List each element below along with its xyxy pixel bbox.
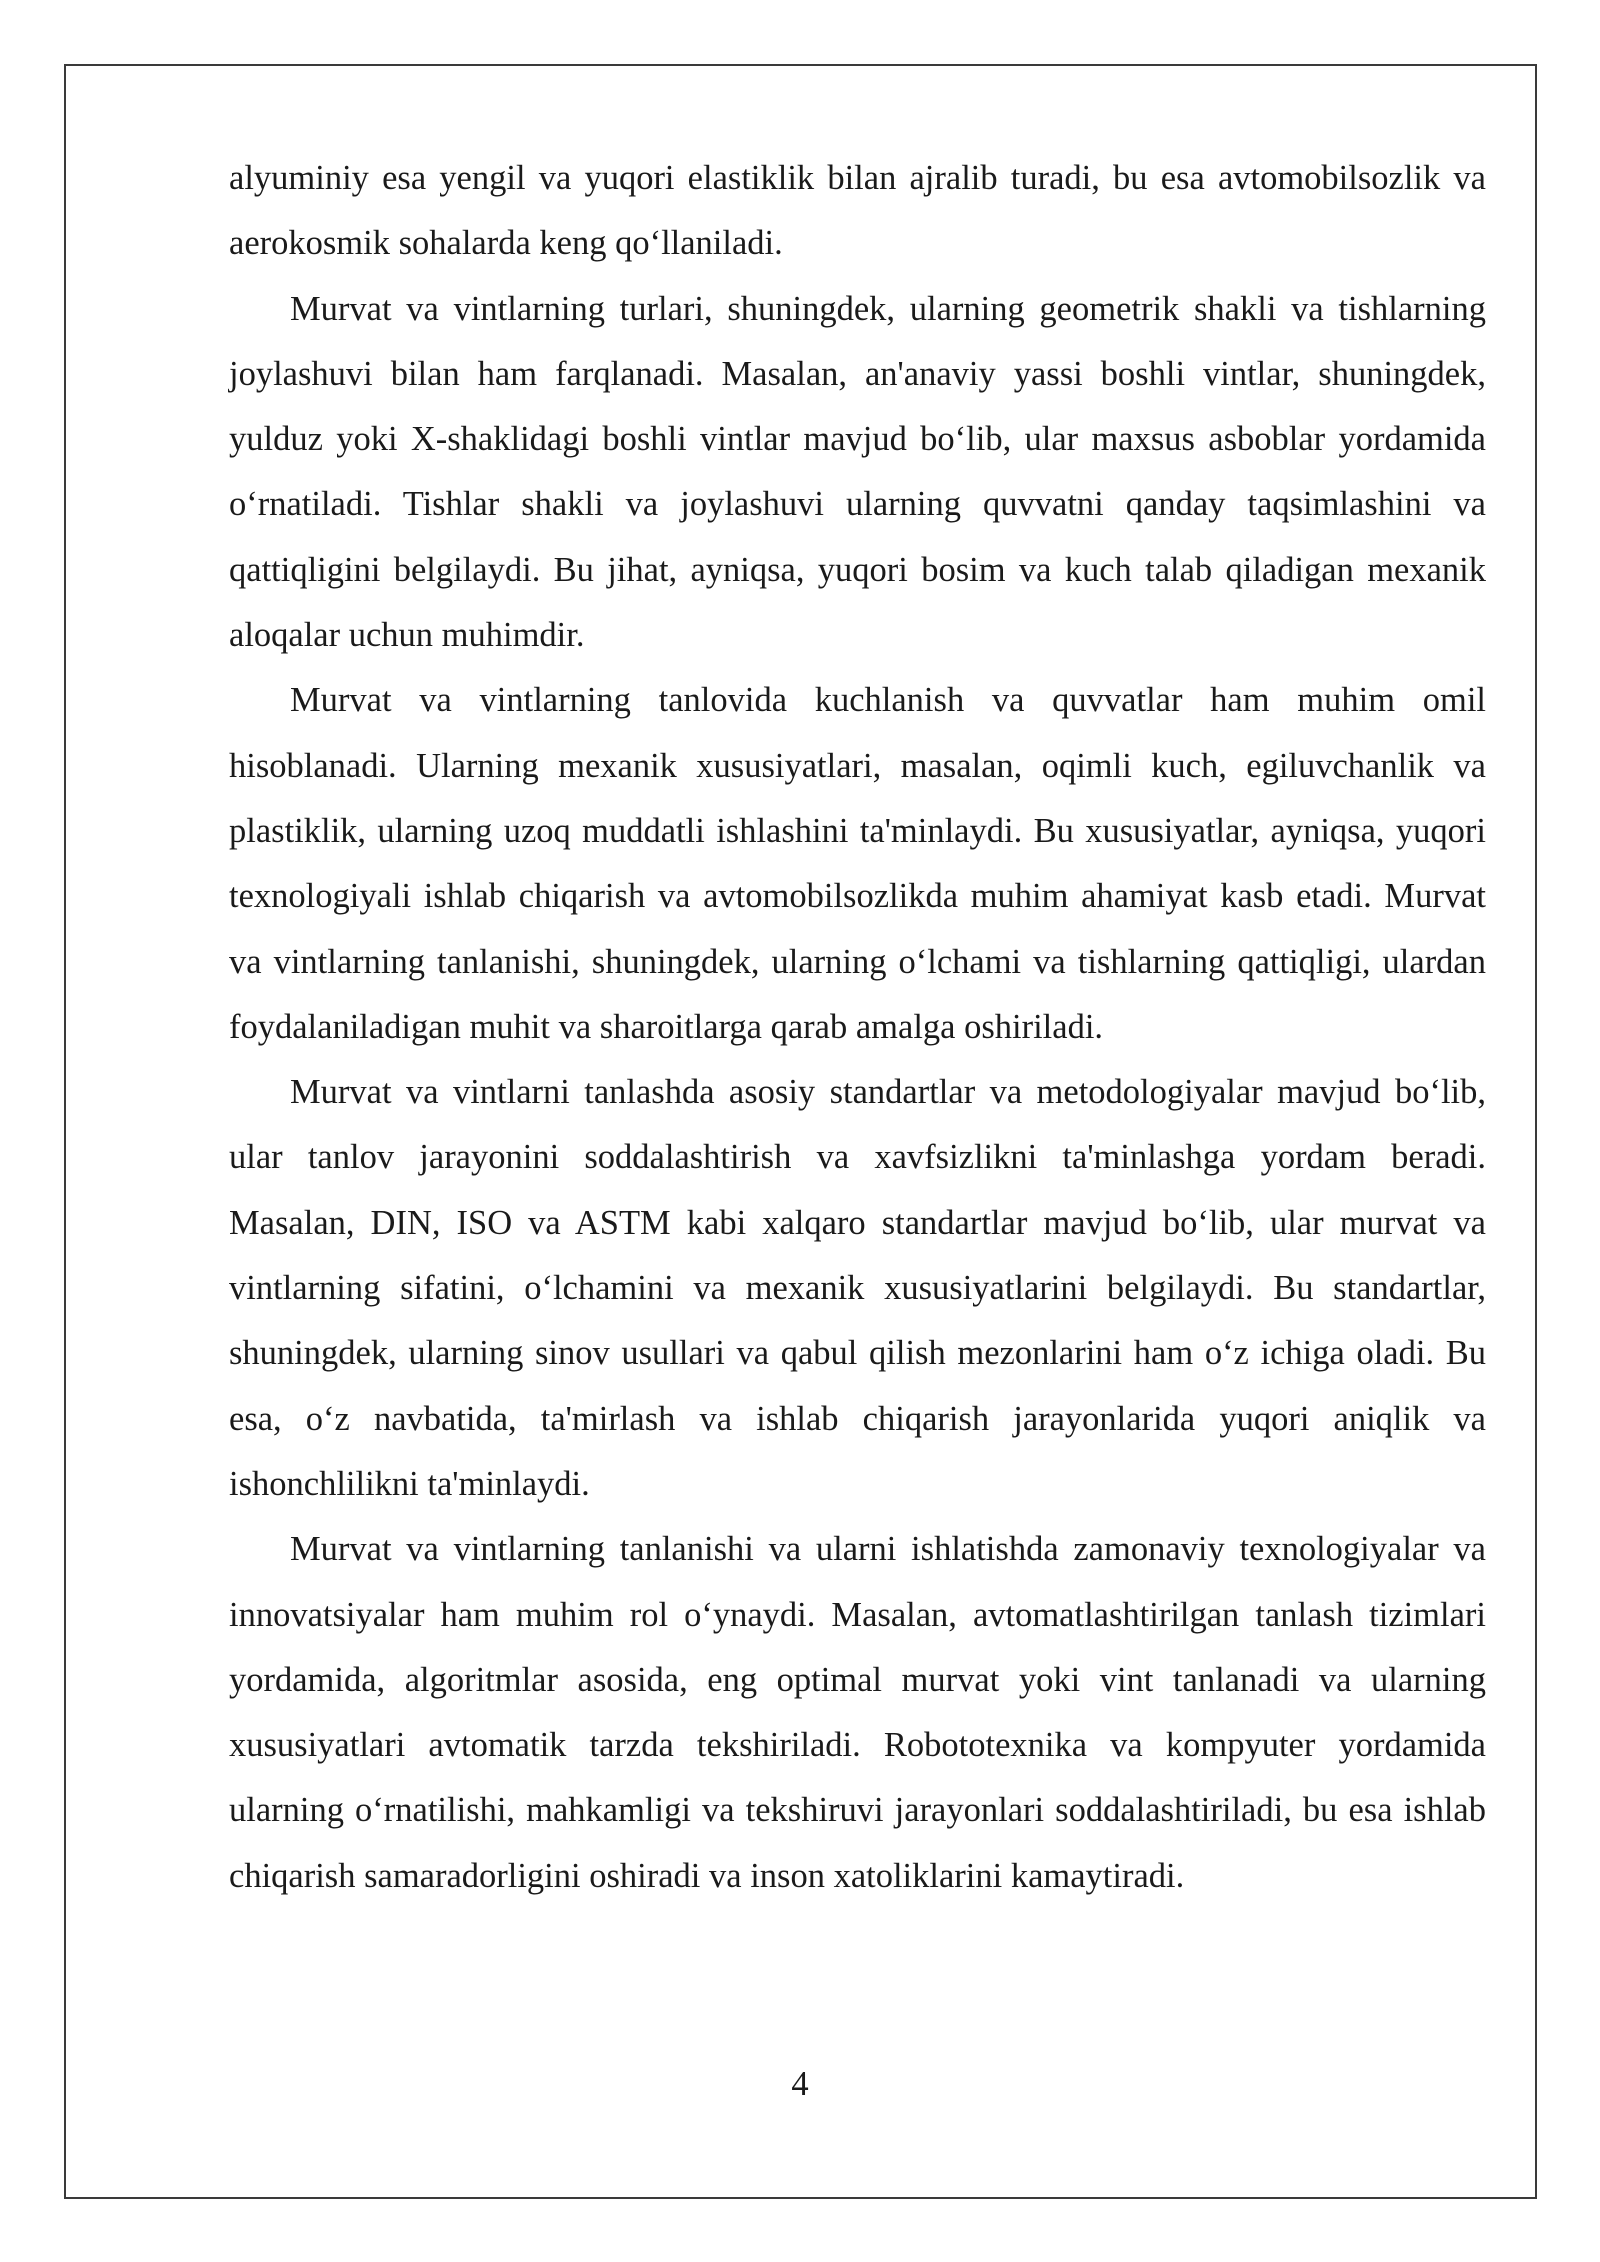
paragraph-tension-strength: Murvat va vintlarning tanlovida kuchlanish va quvvatlar ham muhim omil hisoblanadi. Ularning mexanik xususiyatlari, masalan, oqimli kuch, egiluvchanlik va plastiklik, ularning uzoq muddatli ishlashini ta'minlaydi. Bu xususiyatlar, ayniqsa, yuqori texnologiyali ishlab chiqarish va avtomobilsozlikda muhim ahamiyat kasb etadi. Murvat va vintlarning tanlanishi, shuningdek, ularning o‘lchami va tishlarning qattiqligi, ulardan foydalaniladigan muhit va sharoitlarga qarab amalga oshiriladi. [229,681,1486,1046]
page-number: 4 [791,2065,809,2103]
paragraph-standards: Murvat va vintlarni tanlashda asosiy standartlar va metodologiyalar mavjud bo‘lib, ular tanlov jarayonini soddalashtirish va xavfsizlikni ta'minlashga yordam beradi. Masalan, DIN, ISO va ASTM kabi xalqaro standartlar mavjud bo‘lib, ular murvat va vintlarning sifatini, o‘lchamini va mexanik xususiyatlarini belgilaydi. Bu standartlar, shuningdek, ularning sinov usullari va qabul qilish mezonlarini ham o‘z ichiga oladi. Bu esa, o‘z navbatida, ta'mirlash va ishlab chiqarish jarayonlarida yuqori aniqlik va ishonchlilikni ta'minlaydi. [229,1073,1486,1503]
document-body [229,146,1486,1909]
paragraph-technologies: Murvat va vintlarning tanlanishi va ularni ishlatishda zamonaviy texnologiyalar va innovatsiyalar ham muhim rol o‘ynaydi. Masalan, avtomatlashtirilgan tanlash tizimlari yordamida, algoritmlar asosida, eng optimal murvat yoki vint tanlanadi va ularning xususiyatlari avtomatik tarzda tekshiriladi. Robototexnika va kompyuter yordamida ularning o‘rnatilishi, mahkamligi va tekshiruvi jarayonlari soddalashtiriladi, bu esa ishlab chiqarish samaradorligini oshiradi va inson xatoliklarini kamaytiradi. [229,1530,1486,1895]
paragraph-bolt-types: Murvat va vintlarning turlari, shuningdek, ularning geometrik shakli va tishlarning joylashuvi bilan ham farqlanadi. Masalan, an'anaviy yassi boshli vintlar, shuningdek, yulduz yoki X-shaklidagi boshli vintlar mavjud bo‘lib, ular maxsus asboblar yordamida o‘rnatiladi. Tishlar shakli va joylashuvi ularning quvvatni qanday taqsimlashini va qattiqligini belgilaydi. Bu jihat, ayniqsa, yuqori bosim va kuch talab qiladigan mexanik aloqalar uchun muhimdir. [229,289,1486,655]
paragraph-continuation: alyuminiy esa yengil va yuqori elastiklik bilan ajralib turadi, bu esa avtomobilsozlik va aerokosmik sohalarda keng qo‘llaniladi. [229,159,1486,263]
